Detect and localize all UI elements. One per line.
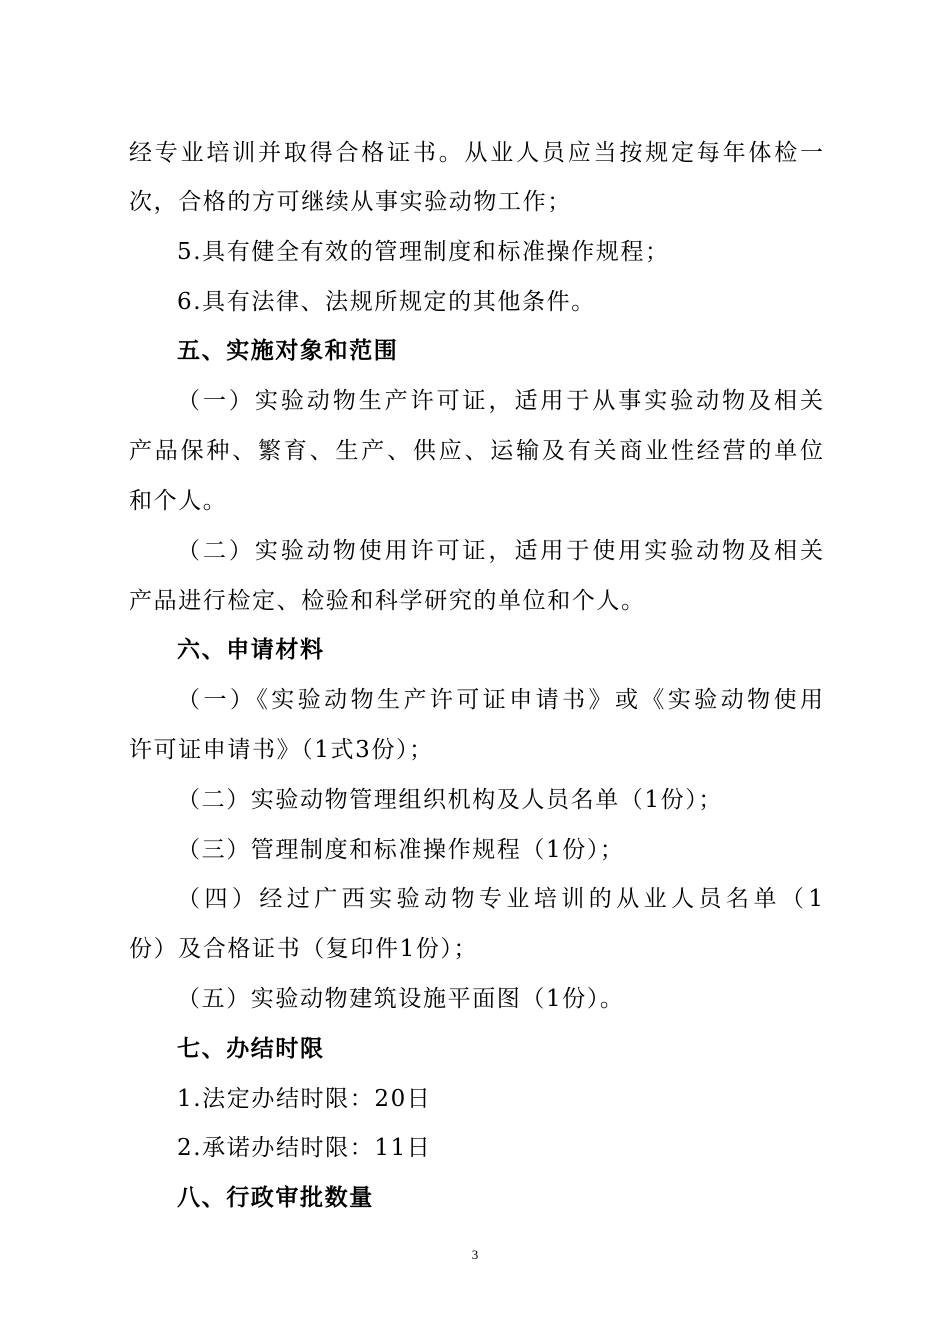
paragraph-line: （四）经过广西实验动物专业培训的从业人员名单（1 <box>177 886 823 912</box>
paragraph-line: 许可证申请书》（1式3份）； <box>129 737 434 763</box>
page-number: 3 <box>471 1247 479 1262</box>
paragraph-line: 产品保种、繁育、生产、供应、运输及有关商业性经营的单位 <box>129 438 823 464</box>
paragraph-line: 1.法定办结时限：20日 <box>177 1086 432 1112</box>
paragraph-line: 和个人。 <box>129 488 228 514</box>
paragraph-line: （三）管理制度和标准操作规程（1份）； <box>177 837 625 863</box>
section-heading-8: 八、行政审批数量 <box>177 1185 374 1211</box>
paragraph-line: （一）《实验动物生产许可证申请书》或《实验动物使用 <box>177 687 823 713</box>
section-heading-6: 六、申请材料 <box>177 637 325 663</box>
paragraph-line: 次，合格的方可继续从事实验动物工作； <box>129 189 572 215</box>
paragraph-line: 6.具有法律、法规所规定的其他条件。 <box>177 289 596 315</box>
paragraph-line: （二）实验动物使用许可证，适用于使用实验动物及相关 <box>177 538 823 564</box>
paragraph-line: 产品进行检定、检验和科学研究的单位和个人。 <box>129 588 646 614</box>
paragraph-line: （一）实验动物生产许可证，适用于从事实验动物及相关 <box>177 388 823 414</box>
paragraph-line: 经专业培训并取得合格证书。从业人员应当按规定每年体检一 <box>129 140 823 166</box>
section-heading-5: 五、实施对象和范围 <box>177 338 399 364</box>
section-heading-7: 七、办结时限 <box>177 1036 325 1062</box>
paragraph-line: （二）实验动物管理组织机构及人员名单（1份）； <box>177 787 723 813</box>
paragraph-line: （五）实验动物建筑设施平面图（1份）。 <box>177 986 625 1012</box>
paragraph-line: 份）及合格证书（复印件1份）； <box>129 936 479 962</box>
paragraph-line: 2.承诺办结时限：11日 <box>177 1135 432 1161</box>
paragraph-line: 5.具有健全有效的管理制度和标准操作规程； <box>177 239 670 265</box>
